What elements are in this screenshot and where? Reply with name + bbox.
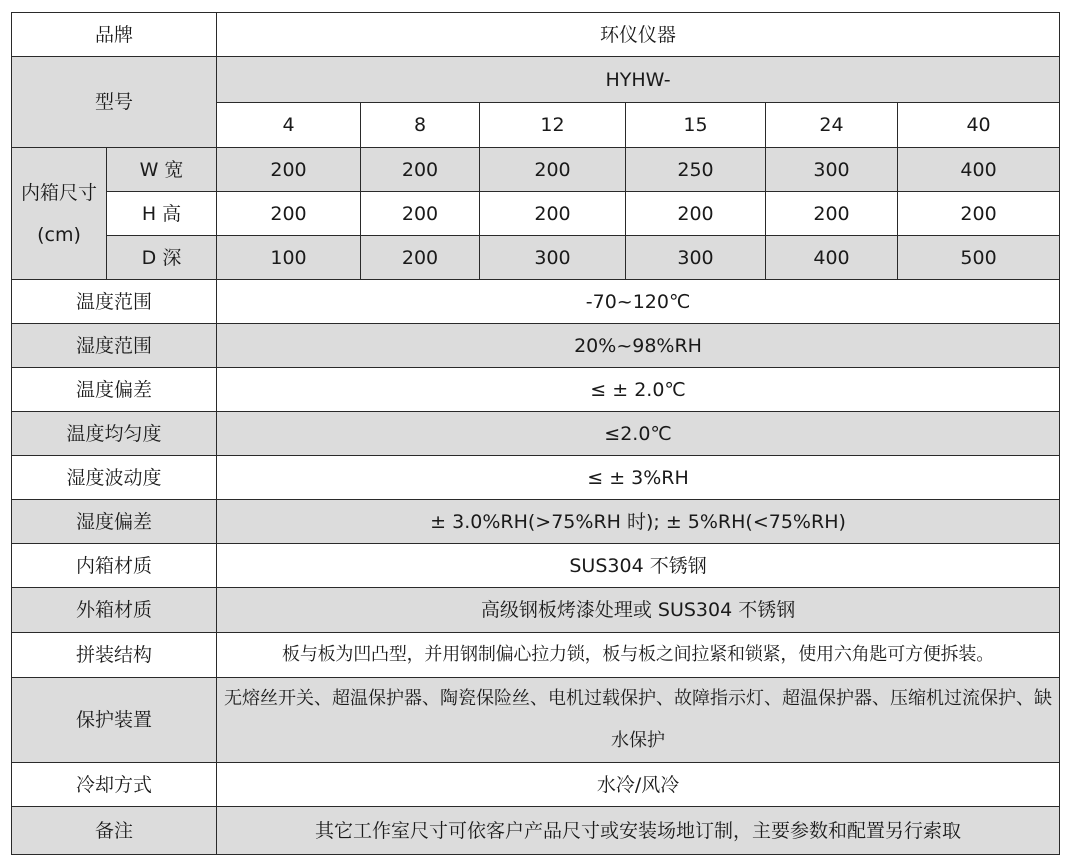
spec-value: ≤ ± 2.0℃ (217, 368, 1060, 412)
dim-row-label: H 高 (107, 192, 217, 236)
spec-value: 其它工作室尺寸可依客户产品尺寸或安装场地订制，主要参数和配置另行索取 (217, 807, 1060, 855)
inner-dims-label-line1: 内箱尺寸 (20, 181, 97, 204)
spec-value: 板与板为凹凸型，并用钢制偏心拉力锁，板与板之间拉紧和锁紧，使用六角匙可方便拆装。 (217, 633, 1060, 678)
spec-value: 水冷/风冷 (217, 763, 1060, 807)
spec-label: 保护装置 (12, 678, 217, 763)
spec-label: 湿度波动度 (12, 456, 217, 500)
dim-value: 200 (766, 192, 898, 236)
spec-label: 温度偏差 (12, 368, 217, 412)
model-size: 12 (480, 103, 626, 148)
spec-label: 拼装结构 (12, 633, 217, 678)
brand-label: 品牌 (12, 13, 217, 57)
dim-value: 200 (361, 236, 480, 280)
spec-label: 温度范围 (12, 280, 217, 324)
spec-value: 高级钢板烤漆处理或 SUS304 不锈钢 (217, 588, 1060, 633)
dim-value: 300 (766, 148, 898, 192)
dim-value: 400 (766, 236, 898, 280)
spec-label: 外箱材质 (12, 588, 217, 633)
spec-value: ≤2.0℃ (217, 412, 1060, 456)
model-prefix: HYHW- (217, 57, 1060, 103)
spec-label: 温度均匀度 (12, 412, 217, 456)
spec-label: 备注 (12, 807, 217, 855)
dim-value: 500 (898, 236, 1060, 280)
model-size: 4 (217, 103, 361, 148)
dim-value: 200 (361, 192, 480, 236)
model-size: 15 (626, 103, 766, 148)
dim-value: 200 (217, 192, 361, 236)
dim-value: 250 (626, 148, 766, 192)
dim-value: 200 (626, 192, 766, 236)
spec-value: -70~120℃ (217, 280, 1060, 324)
spec-value: 无熔丝开关、超温保护器、陶瓷保险丝、电机过载保护、故障指示灯、超温保护器、压缩机过流保护、缺水保护 (217, 678, 1060, 763)
spec-value: SUS304 不锈钢 (217, 544, 1060, 588)
inner-dims-label-line2: (cm) (37, 223, 81, 246)
brand-value: 环仪仪器 (217, 13, 1060, 57)
spec-label: 湿度偏差 (12, 500, 217, 544)
dim-row-label: D 深 (107, 236, 217, 280)
model-label: 型号 (12, 57, 217, 148)
model-size: 8 (361, 103, 480, 148)
spec-label: 湿度范围 (12, 324, 217, 368)
spec-table (11, 12, 1060, 855)
inner-dims-label (12, 148, 107, 280)
spec-label: 冷却方式 (12, 763, 217, 807)
dim-value: 100 (217, 236, 361, 280)
dim-value: 300 (480, 236, 626, 280)
spec-label: 内箱材质 (12, 544, 217, 588)
spec-value: 20%~98%RH (217, 324, 1060, 368)
dim-value: 200 (898, 192, 1060, 236)
dim-value: 200 (361, 148, 480, 192)
model-size: 40 (898, 103, 1060, 148)
dim-value: 200 (217, 148, 361, 192)
spec-value: ± 3.0%RH(>75%RH 时); ± 5%RH(<75%RH) (217, 500, 1060, 544)
dim-value: 300 (626, 236, 766, 280)
spec-value: ≤ ± 3%RH (217, 456, 1060, 500)
dim-row-label: W 宽 (107, 148, 217, 192)
dim-value: 400 (898, 148, 1060, 192)
model-size: 24 (766, 103, 898, 148)
dim-value: 200 (480, 148, 626, 192)
dim-value: 200 (480, 192, 626, 236)
